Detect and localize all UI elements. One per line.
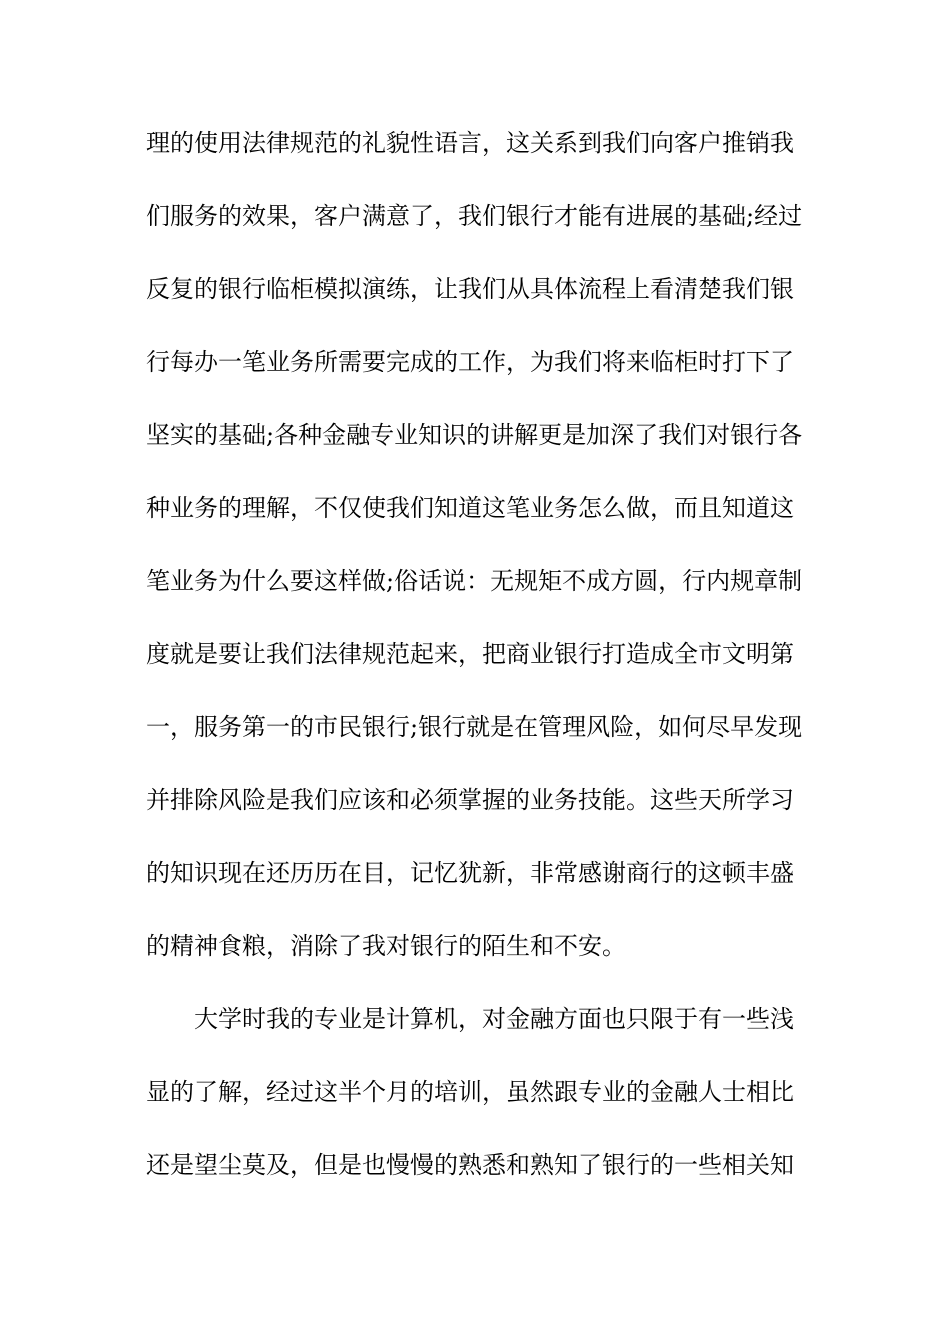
text-line: 反复的银行临柜模拟演练，让我们从具体流程上看清楚我们银 xyxy=(146,275,794,303)
document-body xyxy=(146,131,826,1226)
text-line: 笔业务为什么要这样做;俗话说：无规矩不成方圆，行内规章制 xyxy=(146,567,803,595)
text-line: 还是望尘莫及，但是也慢慢的熟悉和熟知了银行的一些相关知 xyxy=(146,1151,794,1179)
text-line: 一，服务第一的市民银行;银行就是在管理风险，如何尽早发现 xyxy=(146,713,803,741)
text-line: 坚实的基础;各种金融专业知识的讲解更是加深了我们对银行各 xyxy=(146,421,803,449)
text-line: 行每办一笔业务所需要完成的工作，为我们将来临柜时打下了 xyxy=(146,348,794,376)
text-line: 度就是要让我们法律规范起来，把商业银行打造成全市文明第 xyxy=(146,640,794,668)
paragraph-first-line: 大学时我的专业是计算机，对金融方面也只限于有一些浅 xyxy=(194,1005,794,1033)
text-line: 理的使用法律规范的礼貌性语言，这关系到我们向客户推销我 xyxy=(146,129,794,157)
text-line: 并排除风险是我们应该和必须掌握的业务技能。这些天所学习 xyxy=(146,786,794,814)
text-line: 们服务的效果，客户满意了，我们银行才能有进展的基础;经过 xyxy=(146,202,803,230)
text-line: 种业务的理解，不仅使我们知道这笔业务怎么做，而且知道这 xyxy=(146,494,794,522)
text-line: 显的了解，经过这半个月的培训，虽然跟专业的金融人士相比 xyxy=(146,1078,794,1106)
text-line: 的知识现在还历历在目，记忆犹新，非常感谢商行的这顿丰盛 xyxy=(146,859,794,887)
text-line: 的精神食粮，消除了我对银行的陌生和不安。 xyxy=(146,932,626,960)
